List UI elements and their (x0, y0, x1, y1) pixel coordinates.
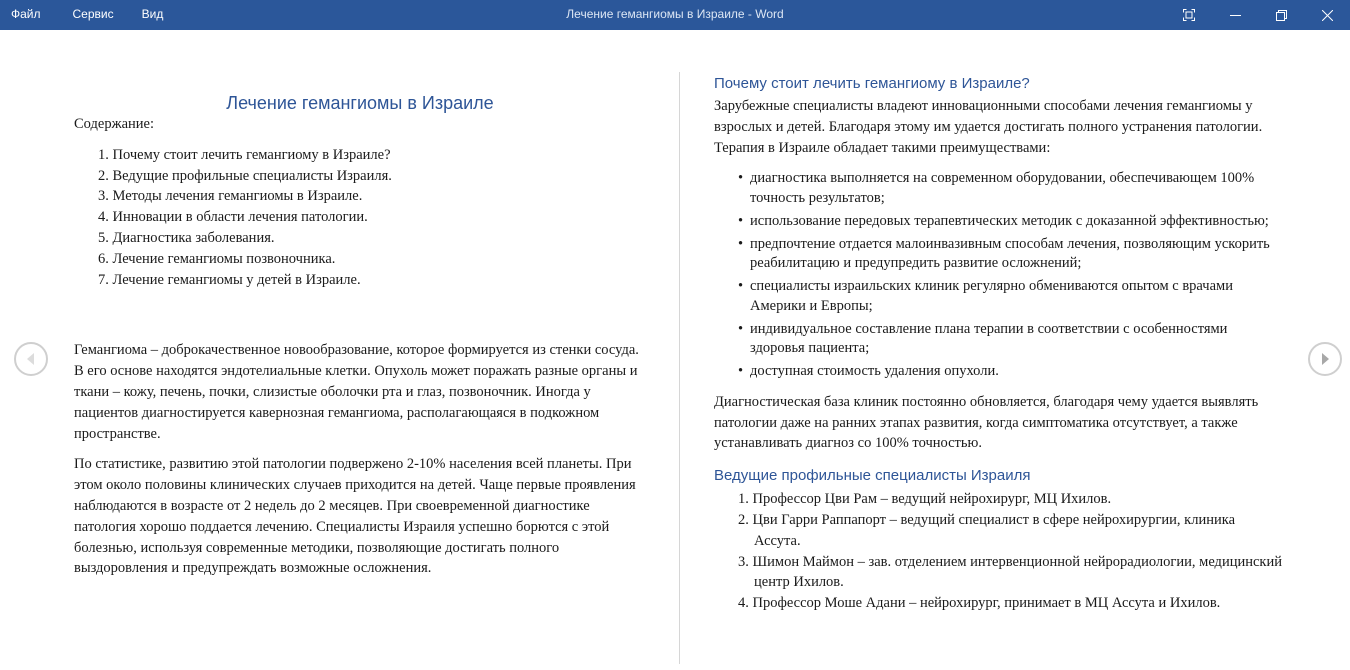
list-item: 2. Цви Гарри Раппапорт – ведущий специалист в сфере нейрохирургии, клиника Ассута. (738, 512, 1236, 549)
menu-view[interactable]: Вид (141, 7, 164, 21)
bullet-icon: • (738, 235, 744, 252)
close-icon (1322, 10, 1333, 21)
toc-item[interactable]: 4. Инновации в области лечения патологии. (98, 209, 368, 226)
diagnostics-paragraph: Диагностическая база клиник постоянно обновляется, благодаря чему удается выявлять патологии даже на ранних этапах развития, когда симптоматика отсутствует, а также устанавливать диагноз со 100% точностью. (714, 393, 1259, 452)
restore-button[interactable] (1258, 0, 1304, 30)
close-button[interactable] (1304, 0, 1350, 30)
title-bar (0, 0, 1350, 30)
chevron-left-icon (16, 344, 46, 374)
minimize-icon (1230, 10, 1241, 21)
toc-item[interactable]: 6. Лечение гемангиомы позвоночника. (98, 250, 336, 267)
section-heading-why-israel: Почему стоит лечить гемангиому в Израиле? (714, 75, 1030, 92)
list-item: • предпочтение отдается малоинвазивным способам лечения, позволяющим ускорить реабилитацию и предупредить развитие осложнений; (738, 235, 1270, 272)
bullet-icon: • (738, 170, 744, 187)
bullet-icon: • (738, 363, 744, 380)
toc-item[interactable]: 7. Лечение гемангиомы у детей в Израиле. (98, 271, 361, 288)
left-page (74, 30, 646, 670)
toc-item[interactable]: 3. Методы лечения гемангиомы в Израиле. (98, 188, 363, 205)
list-item: • диагностика выполняется на современном оборудовании, обеспечивающем 100% точность результатов; (738, 170, 1255, 206)
list-item: 3. Шимон Маймон – зав. отделением интервенционной нейрорадиологии, медицинский центр Ихилов. (738, 553, 1282, 591)
list-item: • доступная стоимость удаления опухоли. (714, 362, 1282, 382)
chevron-right-icon (1310, 344, 1340, 374)
menu-bar (0, 0, 163, 30)
list-item: • индивидуальное составление плана терапии в соответствии с особенностями здоровья пациента; (738, 320, 1228, 357)
menu-tools[interactable]: Сервис (72, 7, 114, 21)
right-page (714, 30, 1282, 670)
intro-paragraph: Гемангиома – доброкачественное новообразование, которое формируется из стенки сосуда. В его основе находятся эндотелиальные клетки. Опухоль может поражать разные органы и ткани – кожу, печень, почки, слизистые оболочки рта и глаз, позвоночник. Иногда у пациентов диагностируется кавернозная гемангиома, располагающаяся в подкожном пространстве. (74, 342, 639, 442)
list-item: 4. Профессор Моше Адани – нейрохирург, принимает в МЦ Ассута и Ихилов. (738, 595, 1221, 612)
previous-page-button[interactable] (14, 342, 48, 376)
list-item: • использование передовых терапевтических методик с доказанной эффективностью; (714, 212, 1282, 232)
document-title: Лечение гемангиомы в Израиле (226, 93, 494, 113)
toc-item[interactable]: 2. Ведущие профильные специалисты Израиля. (98, 167, 392, 184)
toc-label: Содержание: (74, 116, 155, 132)
restore-icon (1276, 10, 1287, 21)
table-of-contents (74, 145, 646, 291)
list-item: • специалисты израильских клиник регулярно обмениваются опытом с врачами Америки и Европы; (738, 278, 1233, 314)
focus-mode-icon (1183, 9, 1195, 21)
toc-item[interactable]: 1. Почему стоит лечить гемангиому в Израиле? (98, 146, 391, 163)
specialists-list (714, 489, 1282, 614)
minimize-button[interactable] (1212, 0, 1258, 30)
menu-file[interactable]: Файл (11, 7, 41, 21)
section-heading-specialists: Ведущие профильные специалисты Израиля (714, 467, 1031, 485)
focus-mode-button[interactable] (1166, 0, 1212, 30)
bullet-icon: • (738, 212, 744, 229)
window-title: Лечение гемангиомы в Израиле - Word (566, 7, 784, 21)
window-controls (1166, 0, 1350, 30)
bullet-icon: • (738, 320, 744, 337)
advantages-list (714, 169, 1282, 382)
page-divider (679, 72, 680, 664)
next-page-button[interactable] (1308, 342, 1342, 376)
bullet-icon: • (738, 278, 744, 295)
statistics-paragraph: По статистике, развитию этой патологии подвержено 2-10% населения всей планеты. При этом около половины клинических случаев приходится на детей. Чаще первые проявления наблюдаются в возрасте от 2 недель до 2 месяцев. При своевременной диагностике патология хорошо поддается лечению. Специалисты Израиля успешно борются с этой болезнью, используя современные методики, позволяющие достигать полного выздоровления и предупреждать возможные осложнения. (74, 456, 636, 577)
toc-item[interactable]: 5. Диагностика заболевания. (98, 229, 275, 246)
section-intro-paragraph: Зарубежные специалисты владеют инновационными способами лечения гемангиомы у взрослых и детей. Благодаря этому им удается достигать полного устранения патологии. Терапия в Израиле обладает такими преимуществами: (714, 98, 1263, 156)
list-item: 1. Профессор Цви Рам – ведущий нейрохирург, МЦ Ихилов. (738, 491, 1112, 508)
